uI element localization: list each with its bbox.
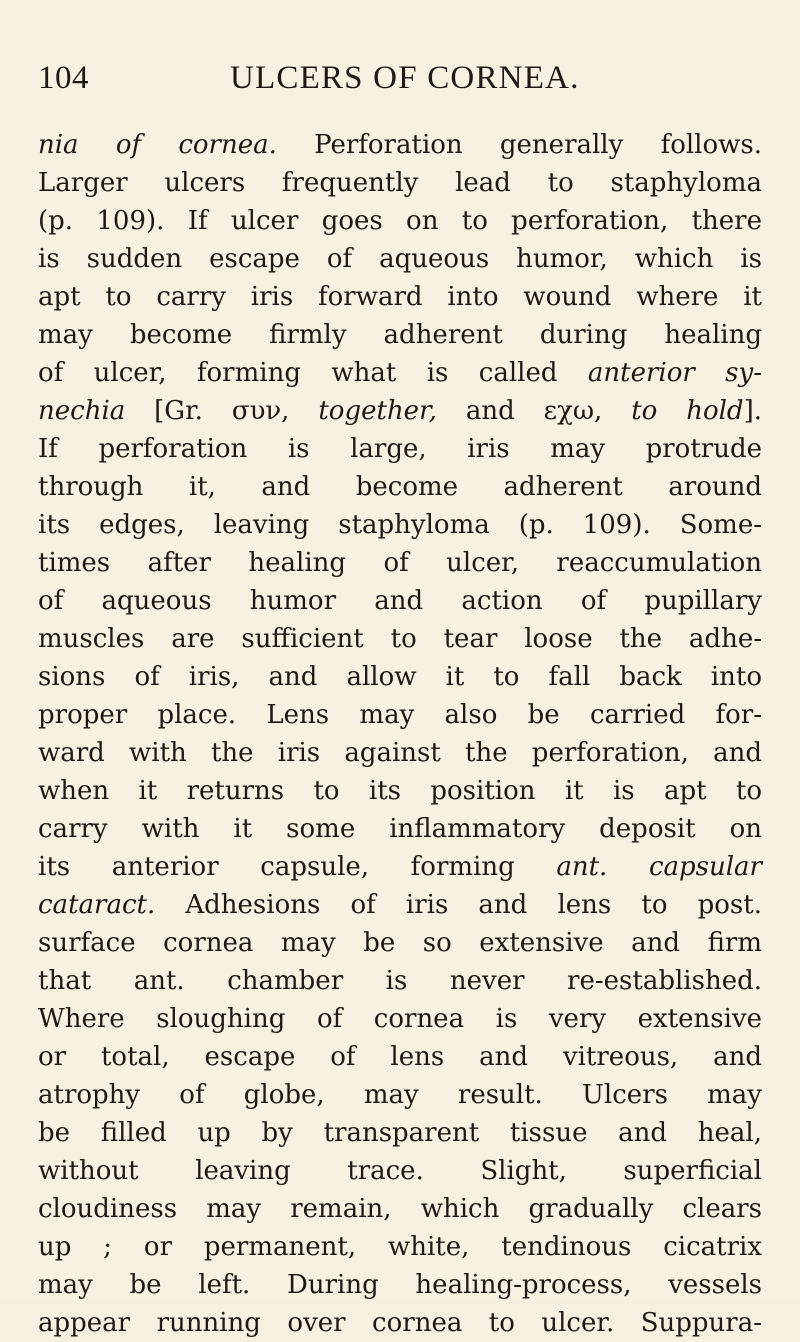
text-line-3: (p. 109). If ulcer goes on to perforation, there <box>38 206 762 236</box>
text-line-15: sions of iris, and allow it to fall back into <box>38 662 762 692</box>
text-line-30: up ; or permanent, white, tendinous cicatrix <box>38 1232 762 1262</box>
running-head <box>38 60 762 104</box>
text-fragment: its anterior capsule, forming <box>38 852 557 882</box>
text-line-29: cloudiness may remain, which gradually clears <box>38 1194 762 1224</box>
italic-fragment: anterior sy- <box>587 358 762 388</box>
text-line-9: If perforation is large, iris may protrude <box>38 434 762 464</box>
page-number: 104 <box>38 60 89 96</box>
text-line-1 <box>38 126 762 164</box>
text-line-28: without leaving trace. Slight, superficial <box>38 1156 762 1186</box>
text-line-26: atrophy of globe, may result. Ulcers may <box>38 1080 762 1110</box>
italic-fragment: ant. capsular <box>556 852 762 882</box>
italic-fragment: cataract. <box>38 890 156 920</box>
italic-fragment: together, <box>318 396 437 426</box>
text-line-2: Larger ulcers frequently lead to staphyloma <box>38 168 762 198</box>
text-line-12: times after healing of ulcer, reaccumulation <box>38 548 762 578</box>
text-line-14: muscles are sufficient to tear loose the adhe- <box>38 624 762 654</box>
text-line-22: surface cornea may be so extensive and firm <box>38 928 762 958</box>
text-fragment: ]. <box>743 396 763 426</box>
italic-fragment: nechia <box>38 396 126 426</box>
text-line-25: or total, escape of lens and vitreous, and <box>38 1042 762 1072</box>
text-line-18: when it returns to its position it is apt to <box>38 776 762 806</box>
text-line-19: carry with it some inflammatory deposit on <box>38 814 762 844</box>
text-line-7 <box>38 354 762 392</box>
text-line-6: may become firmly adherent during healing <box>38 320 762 350</box>
text-line-16: proper place. Lens may also be carried for- <box>38 700 762 730</box>
running-title: ULCERS OF CORNEA. <box>230 60 580 96</box>
text-line-4: is sudden escape of aqueous humor, which is <box>38 244 762 274</box>
body-text <box>38 126 762 1342</box>
text-line-23: that ant. chamber is never re-established. <box>38 966 762 996</box>
text-line-31: may be left. During healing-process, vessels <box>38 1270 762 1300</box>
text-line-21 <box>38 886 762 924</box>
text-line-5: apt to carry iris forward into wound where it <box>38 282 762 312</box>
text-fragment: [Gr. συν, <box>125 396 319 426</box>
text-fragment: and εχω, <box>436 396 632 426</box>
text-line-11: its edges, leaving staphyloma (p. 109). Some- <box>38 510 762 540</box>
text-fragment: Perforation generally follows. <box>276 130 762 160</box>
text-fragment: Adhesions of iris and lens to post. <box>155 890 762 920</box>
text-line-8 <box>38 392 762 430</box>
text-fragment: of ulcer, forming what is called <box>38 358 588 388</box>
italic-fragment: to hold <box>631 396 744 426</box>
text-line-24: Where sloughing of cornea is very extensive <box>38 1004 762 1034</box>
text-line-10: through it, and become adherent around <box>38 472 762 502</box>
text-line-20 <box>38 848 762 886</box>
text-line-27: be filled up by transparent tissue and heal, <box>38 1118 762 1148</box>
text-line-32: appear running over cornea to ulcer. Suppura- <box>38 1308 762 1338</box>
text-line-13: of aqueous humor and action of pupillary <box>38 586 762 616</box>
text-line-17: ward with the iris against the perforation, and <box>38 738 762 768</box>
italic-fragment: nia of cornea. <box>38 130 277 160</box>
